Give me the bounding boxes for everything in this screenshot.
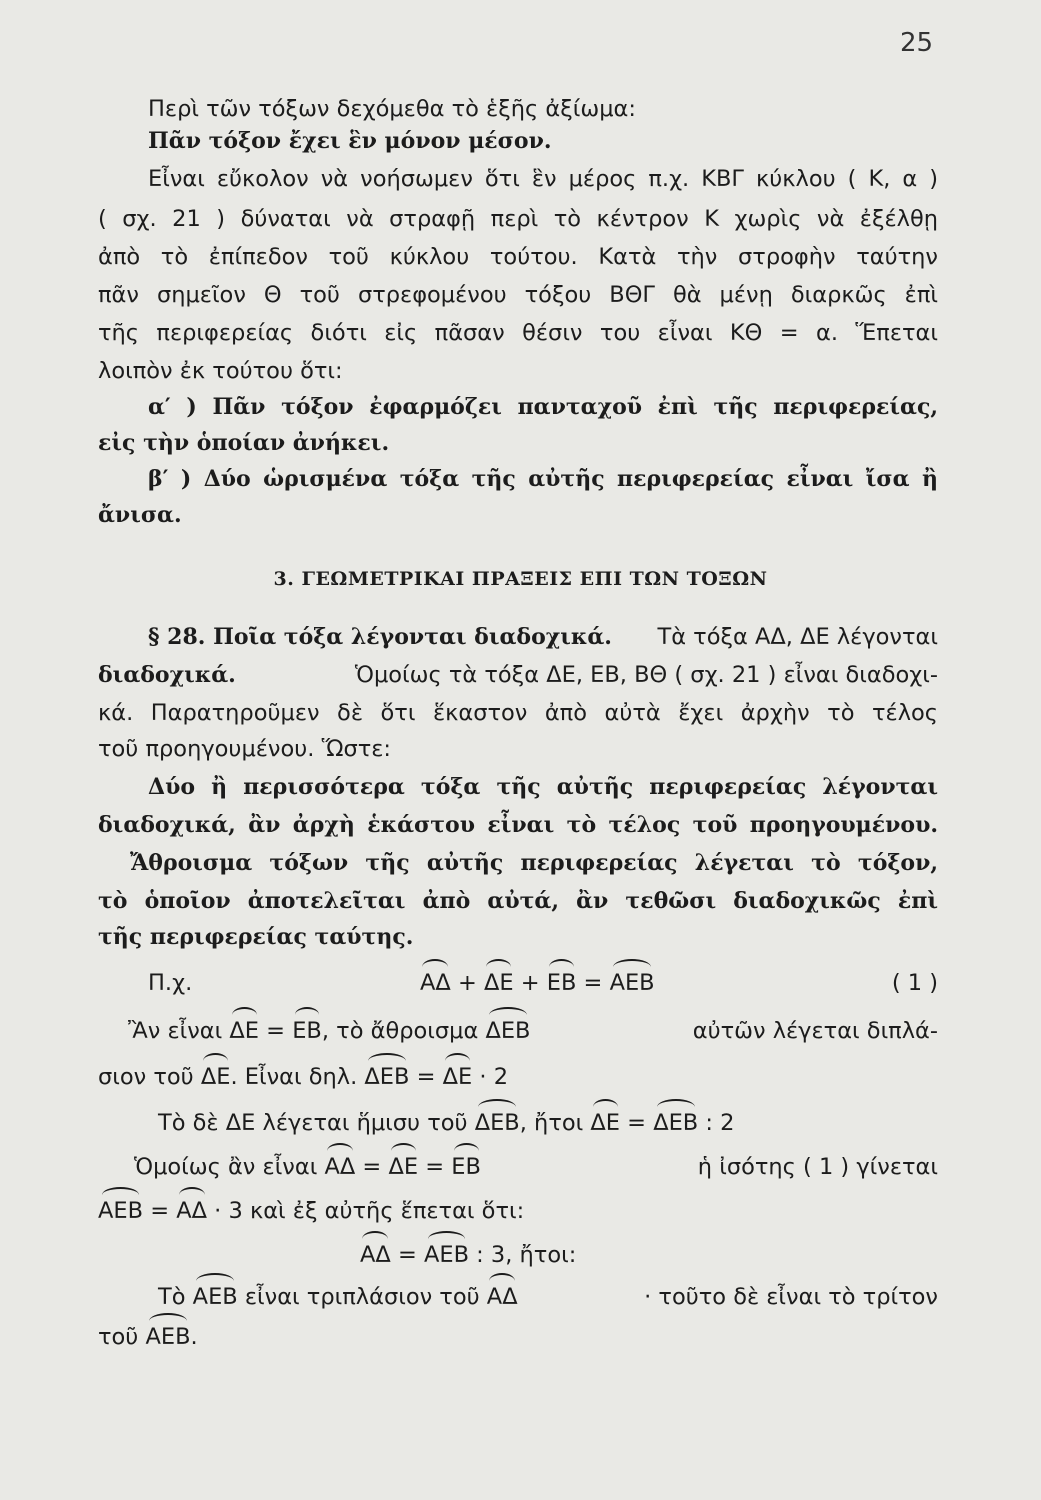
arc-aeb: ΑΕΒ <box>145 1324 191 1350</box>
equation-number: ( 1 ) <box>891 970 938 996</box>
text-line: τοῦ προηγουμένου. Ὥστε: <box>98 736 391 762</box>
text-span: . <box>190 1324 198 1350</box>
text-line: Περὶ τῶν τόξων δεχόμεθα τὸ ἑξῆς ἀξίωμα: <box>148 96 636 122</box>
arc-aeb: ΑΕΒ <box>609 970 655 996</box>
arc-ad: ΑΔ <box>324 1154 356 1180</box>
arc-ad: ΑΔ <box>360 1242 391 1268</box>
text-line <box>360 1240 1041 1270</box>
text-span: Ὁμοίως ἂν εἶναι <box>134 1154 325 1180</box>
equals-sign: = <box>620 1110 654 1136</box>
text-span: Τὰ τόξα ΑΔ, ΔΕ λέγονται <box>657 624 938 650</box>
corollary-b: β′ ) Δύο ὡρισμένα τόξα τῆς αὐτῆς περιφερείας εἶναι ἴσα ἢ <box>148 466 938 492</box>
arc-eb: ΕΒ <box>292 1018 322 1044</box>
arc-de: ΔΕ <box>388 1154 419 1180</box>
text-line: ἀπὸ τὸ ἐπίπεδον τοῦ κύκλου τούτου. Κατὰ τὴν στροφὴν ταύτην <box>98 244 938 270</box>
math-run <box>158 1282 518 1312</box>
arc-ad: ΑΔ <box>176 1198 208 1224</box>
arc-de: ΔΕ <box>442 1064 473 1090</box>
text-line <box>134 1152 938 1182</box>
text-span: εἶναι τριπλάσιον τοῦ <box>237 1284 487 1310</box>
arc-de: ΔΕ <box>483 970 514 996</box>
text-span: Τὸ δὲ ΔΕ λέγεται ἥμισυ τοῦ <box>158 1110 475 1136</box>
equals-sign: = <box>259 1018 293 1044</box>
equation-1 <box>148 968 938 998</box>
section-heading: 3. ΓΕΩΜΕΤΡΙΚΑΙ ΠΡΑΞΕΙΣ ΕΠΙ ΤΩΝ ΤΟΞΩΝ <box>273 568 768 590</box>
section-title: § 28. Ποῖα τόξα λέγονται διαδοχικά. <box>148 624 612 650</box>
text-line <box>158 1108 998 1138</box>
text-span: · τοῦτο δὲ εἶναι τὸ τρίτον <box>644 1284 938 1310</box>
corollary-a-cont: εἰς τὴν ὁποίαν ἀνήκει. <box>98 430 390 456</box>
arc-aeb: ΑΕΒ <box>98 1198 144 1224</box>
equals-sign: = <box>143 1198 177 1224</box>
plus-sign: + <box>513 970 547 996</box>
text-line: τῆς περιφερείας διότι εἰς πᾶσαν θέσιν του εἶναι ΚΘ = α. Ἕπεται <box>98 320 938 346</box>
arc-de: ΔΕ <box>590 1110 621 1136</box>
text-span: · 3 καὶ ἐξ αὐτῆς ἕπεται ὅτι: <box>207 1198 525 1224</box>
math-run <box>128 1016 530 1046</box>
text-line <box>98 660 938 690</box>
text-span: : 2 <box>698 1110 735 1136</box>
definition-line: τὸ ὁποῖον ἀποτελεῖται ἀπὸ αὐτά, ἂν τεθῶσι διαδοχικῶς ἐπὶ <box>98 888 938 914</box>
text-line <box>128 1016 938 1046</box>
arc-deb: ΔΕΒ <box>485 1018 531 1044</box>
definition-line: Δύο ἢ περισσότερα τόξα τῆς αὐτῆς περιφερείας λέγονται <box>148 774 938 800</box>
text-line <box>98 1322 938 1352</box>
math-run <box>134 1152 481 1182</box>
text-line <box>148 622 938 652</box>
text-line: κά. Παρατηροῦμεν δὲ ὅτι ἕκαστον ἀπὸ αὐτὰ ἔχει ἀρχὴν τὸ τέλος <box>98 700 938 726</box>
text-span: : 3, ἤτοι: <box>469 1242 577 1268</box>
text-line <box>98 1062 938 1092</box>
text-span: . Εἶναι δηλ. <box>230 1064 365 1090</box>
text-span: τοῦ <box>98 1324 146 1350</box>
eq-body <box>420 968 655 998</box>
text-span: σιον τοῦ <box>98 1064 201 1090</box>
equals-sign: = <box>418 1154 452 1180</box>
equals-sign: = <box>390 1242 424 1268</box>
arc-deb: ΔΕΒ <box>653 1110 699 1136</box>
arc-ad: ΑΔ <box>486 1284 518 1310</box>
text-line <box>158 1282 938 1312</box>
text-span: Ὁμοίως τὰ τόξα ΔΕ, ΕΒ, ΒΘ ( σχ. 21 ) εἶναι διαδοχι- <box>354 662 938 688</box>
equals-sign: = <box>355 1154 389 1180</box>
arc-de: ΔΕ <box>229 1018 260 1044</box>
arc-aeb: ΑΕΒ <box>423 1242 470 1268</box>
arc-aeb: ΑΕΒ <box>192 1284 238 1310</box>
corollary-a: α′ ) Πᾶν τόξον ἐφαρμόζει πανταχοῦ ἐπὶ τῆς περιφερείας, <box>148 394 938 420</box>
definition-line: Ἄθροισμα τόξων τῆς αὐτῆς περιφερείας λέγεται τὸ τόξον, <box>130 850 938 876</box>
arc-de: ΔΕ <box>200 1064 231 1090</box>
text-span: · 2 <box>472 1064 509 1090</box>
text-span: , ἤτοι <box>519 1110 591 1136</box>
arc-ad: ΑΔ <box>420 970 451 996</box>
text-span: Τὸ <box>158 1284 193 1310</box>
page-number: 25 <box>900 28 934 58</box>
text-span: Ἂν εἶναι <box>128 1018 230 1044</box>
arc-eb: ΕΒ <box>451 1154 481 1180</box>
text-line: πᾶν σημεῖον Θ τοῦ στρεφομένου τόξου ΒΘΓ θὰ μένῃ διαρκῶς ἐπὶ <box>98 282 938 308</box>
term-bold: διαδοχικά. <box>98 662 236 688</box>
equals-sign: = <box>576 970 610 996</box>
arc-eb: ΕΒ <box>546 970 577 996</box>
text-line: ( σχ. 21 ) δύναται νὰ στραφῇ περὶ τὸ κέντρον Κ χωρὶς νὰ ἐξέλθῃ <box>98 206 938 232</box>
text-span: ἡ ἰσότης ( 1 ) γίνεται <box>697 1154 938 1180</box>
text-line: λοιπὸν ἐκ τούτου ὅτι: <box>98 358 343 384</box>
text-span: , τὸ ἄθροισμα <box>321 1018 486 1044</box>
definition-line: διαδοχικά, ἂν ἀρχὴ ἑκάστου εἶναι τὸ τέλος τοῦ προηγουμένου. <box>98 812 938 838</box>
eq-prefix: Π.χ. <box>148 970 193 996</box>
text-line <box>98 1196 938 1226</box>
corollary-b-cont: ἄνισα. <box>98 502 182 528</box>
equals-sign: = <box>409 1064 443 1090</box>
text-line: Εἶναι εὔκολον νὰ νοήσωμεν ὅτι ἓν μέρος π.χ. ΚΒΓ κύκλου ( Κ, α ) <box>148 166 938 192</box>
definition-line: τῆς περιφερείας ταύτης. <box>98 924 414 950</box>
arc-deb: ΔΕΒ <box>364 1064 410 1090</box>
axiom-statement: Πᾶν τόξον ἔχει ἓν μόνον μέσον. <box>148 128 552 154</box>
arc-deb: ΔΕΒ <box>474 1110 520 1136</box>
plus-sign: + <box>450 970 484 996</box>
text-span: αὐτῶν λέγεται διπλά- <box>692 1018 938 1044</box>
